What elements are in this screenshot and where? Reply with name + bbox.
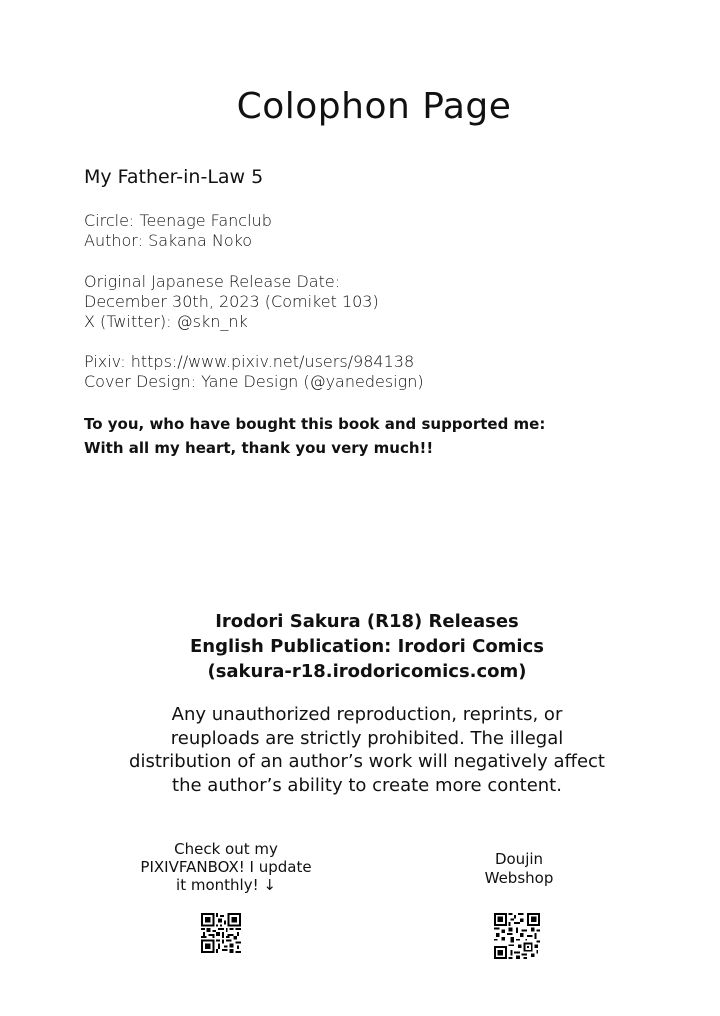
fanbox-line-1: Check out my [174, 840, 278, 858]
links-block [84, 352, 424, 392]
fanbox-caption [116, 840, 336, 894]
release-date-label: Original Japanese Release Date: [84, 272, 341, 291]
shop-line-2: Webshop [484, 869, 554, 887]
release-date: December 30th, 2023 (Comiket 103) [84, 292, 379, 311]
credits-block [84, 211, 272, 251]
thanks-line-1: To you, who have bought this book and supported me: [84, 415, 546, 433]
release-block [84, 272, 379, 332]
notice-line-3: distribution of an author’s work will negatively affect [129, 751, 605, 772]
circle-credit: Circle: Teenage Fanclub [84, 211, 272, 230]
publisher-line-1: Irodori Sakura (R18) Releases [215, 611, 519, 632]
fanbox-qr-code-icon[interactable] [201, 913, 241, 953]
fanbox-line-3: it monthly! ↓ [176, 876, 276, 894]
cover-design-credit: Cover Design: Yane Design (@yanedesign) [84, 372, 424, 391]
shop-qr-code-icon[interactable] [494, 912, 540, 960]
thanks-message [84, 412, 545, 460]
pixiv-link: Pixiv: https://www.pixiv.net/users/984138 [84, 352, 415, 371]
notice-line-1: Any unauthorized reproduction, reprints, or [171, 704, 563, 725]
thanks-line-2: With all my heart, thank you very much!! [84, 439, 434, 457]
publisher-block [0, 609, 720, 684]
fanbox-line-2: PIXIVFANBOX! I update [140, 858, 312, 876]
publisher-url: (sakura-r18.irodoricomics.com) [207, 661, 527, 682]
shop-caption [459, 850, 579, 888]
publisher-line-2: English Publication: Irodori Comics [190, 636, 544, 657]
book-title: My Father-in-Law 5 [84, 166, 264, 188]
page-title: Colophon Page [236, 86, 512, 127]
notice-line-2: reuploads are strictly prohibited. The illegal [170, 727, 564, 749]
notice-line-4: the author’s ability to create more content. [172, 774, 562, 796]
shop-line-1: Doujin [494, 850, 544, 868]
copyright-notice [0, 703, 720, 797]
author-credit: Author: Sakana Noko [84, 231, 253, 250]
x-twitter-handle: X (Twitter): @skn_nk [84, 312, 248, 331]
